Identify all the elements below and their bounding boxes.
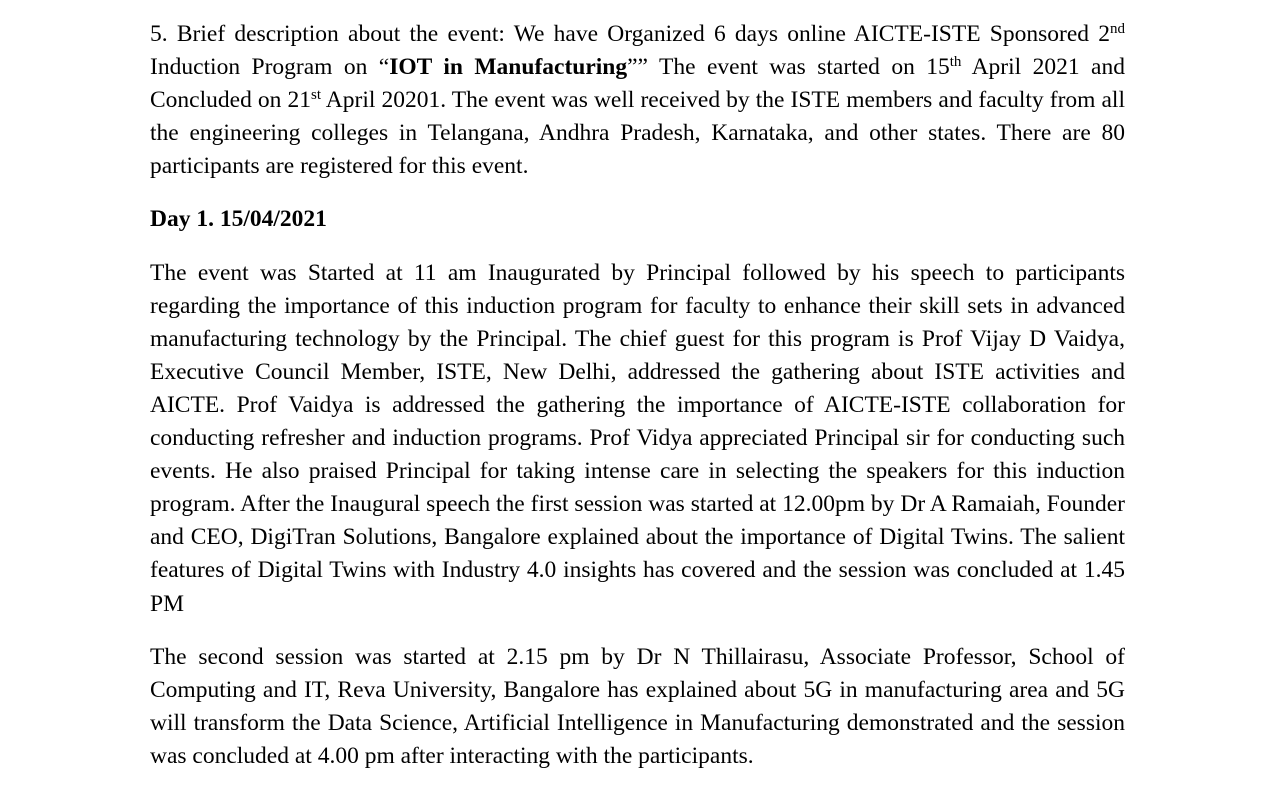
description-text-part: Induction Program on “ xyxy=(150,54,390,81)
description-text-part: April 20201. The event was well received by the ISTE members and faculty from all the engineering colleges in Telangana, Andhra Pradesh, Karnataka, and other states. There are 80 participants are registered for this event. xyxy=(150,87,1125,180)
event-title: IOT in Manufacturing xyxy=(389,54,628,81)
day1-session2-paragraph: The second session was started at 2.15 pm by Dr N Thillairasu, Associate Professor, School of Computing and IT, Reva University, Bangalore has explained about 5G in manufacturing area and 5G will transform the Data Science, Artificial Intelligence in Manufacturing demonstrated and the session was concluded at 4.00 pm after interacting with the participants. xyxy=(150,643,1125,769)
day1-session1-paragraph: The event was Started at 11 am Inaugurated by Principal followed by his speech to participants regarding the importance of this induction program for faculty to enhance their skill sets in advanced manufacturing technology by the Principal. The chief guest for this program is Prof Vijay D Vaidya, Executive Council Member, ISTE, New Delhi, addressed the gathering about ISTE activities and AICTE. Prof Vaidya is addressed the gathering the importance of AICTE-ISTE collaboration for conducting refresher and induction programs. Prof Vidya appreciated Principal sir for conducting such events. He also praised Principal for taking intense care in selecting the speakers for this induction program. After the Inaugural speech the first session was started at 12.00pm by Dr A Ramaiah, Founder and CEO, DigiTran Solutions, Bangalore explained about the importance of Digital Twins. The salient features of Digital Twins with Industry 4.0 insights has covered and the session was concluded at 1.45 PM xyxy=(150,259,1125,617)
ordinal-suffix: th xyxy=(949,54,962,71)
day1-heading: Day 1. 15/04/2021 xyxy=(150,206,327,233)
description-text-part: April 2021 and Concluded on 21 xyxy=(150,54,1125,114)
ordinal-suffix: st xyxy=(310,87,321,104)
description-text-part: ”” The event was started on 15 xyxy=(627,54,950,81)
ordinal-suffix: nd xyxy=(1110,21,1125,38)
event-description-paragraph xyxy=(150,18,1125,183)
description-text-part: 5. Brief description about the event: We have Organized 6 days online AICTE-ISTE Sponsored 2 xyxy=(150,21,1110,47)
document-page xyxy=(150,18,1125,773)
